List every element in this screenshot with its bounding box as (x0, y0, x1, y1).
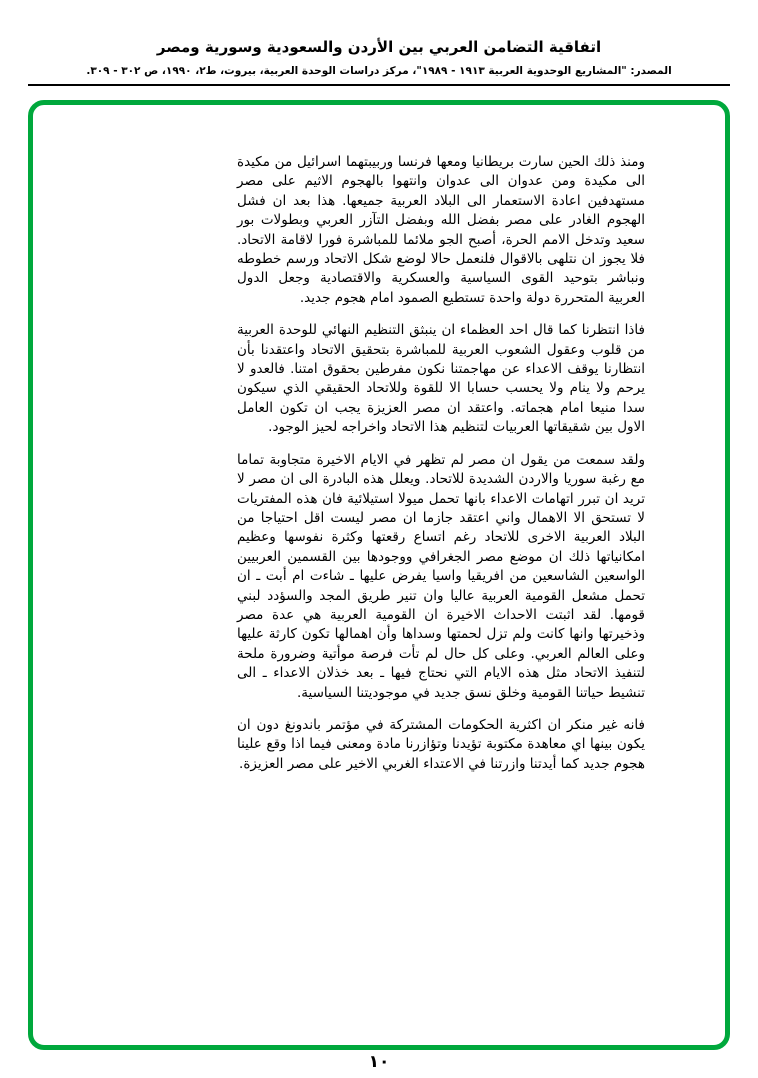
paragraph-3: ولقد سمعت من يقول ان مصر لم تظهر في الايام الاخيرة متجاوبة تماما مع رغبة سوريا والاردن الشديدة للاتحاد. ويعلل هذه البادرة الى ان مصر لا تريد ان تبرر اتهامات الاعداء بانها تحمل ميولا استيلائية فان هذه المفتريات لا تستحق الا الاهمال واني اعتقد جازما ان مصر ليست اقل احتياجا من البلاد العربية الاخرى للاتحاد رغم اتساع رقعتها وكثرة نفوسها وعظيم امكانياتها ذلك ان موضع مصر الجغرافي ووجودها بين القسمين العربيين الواسعين الشاسعين من افريقيا واسيا يفرض عليها ـ شاءت ام أبت ـ ان تحمل مشعل القومية العربية عاليا وان تنير طريق المجد والسؤدد لبني قومها. لقد اثبتت الاحداث الاخيرة ان القومية العربية هي عدة مصر وذخيرتها وانها كانت ولم تزل لحمتها وسداها وأن اهمالها تكون كارثة عليها وعلى العالم العربي. وعلى كل حال لم تأت فرصة موأتية وضرورة ملحة لتنفيذ الاتحاد مثل هذه الايام التي نحتاج فيها ـ بعد خذلان الاعداء ـ الى تنشيط حياتنا القومية وخلق نسق جديد في موجوديتنا السياسية. (237, 451, 645, 701)
document-header (0, 0, 758, 77)
page-number: ١٠ (368, 1052, 390, 1072)
content-frame (28, 100, 730, 1050)
document-body (33, 105, 725, 794)
source-citation: المصدر: "المشاريع الوحدوية العربية ١٩١٣ - ١٩٨٩"، مركز دراسات الوحدة العربية، بيروت، ط٢، ١٩٩٠، ص ٣٠٢ - ٣٠٩. (86, 65, 672, 77)
paragraph-1: ومنذ ذلك الحين سارت بريطانيا ومعها فرنسا وربيبتهما اسرائيل من مكيدة الى مكيدة ومن عدوان الى عدوان وانتهوا بالهجوم الاثيم على مصر مستهدفين اعادة الاستعمار الى البلاد العربية جميعها. هذا بعد ان فشل الهجوم الغادر على مصر بفضل الله وبفضل التآزر العربي وبطولات بور سعيد وتدخل الامم الحرة، أصبح الجو ملائما للمباشرة فورا لاقامة الاتحاد. فلا يجوز ان نتلهى بالاقوال فلنعمل حالا لوضع شكل الاتحاد ورسم خطوطه ونباشر بتوحيد القوى السياسية والعسكرية والاقتصادية وجعل الدول العربية المتحررة دولة واحدة تستطيع الصمود امام هجوم جديد. (237, 154, 645, 306)
paragraph-2: فاذا انتظرنا كما قال احد العظماء ان ينبثق التنظيم النهائي للوحدة العربية من قلوب وعقول الشعوب العربية للمباشرة بتحقيق الاتحاد واعتقدنا بأن انتظارنا يوقف الاعداء عن مهاجمتنا نكون مفرطين بحقوق امتنا. فالعدو لا يرحم ولا ينام ولا يحسب حسابا الا للقوة وللاتحاد الحقيقي الذي سيكون سدا منيعا امام هجماته. واعتقد ان مصر العزيزة يجب ان تكون العامل الاول بين شقيقاتها العربيات لتنظيم هذا الاتحاد واخراجه لحيز الوجود. (237, 322, 645, 436)
header-divider (28, 84, 730, 86)
paragraph-4: فانه غير منكر ان اكثرية الحكومات المشتركة في مؤتمر باندونغ دون ان يكون بينها اي معاهدة مكتوبة تؤيدنا وتؤازرنا مادة ومعنى فيما اذا وقع علينا هجوم جديد كما أيدتنا وازرتنا في الاعتداء الغربي الاخير على مصر العزيزة. (237, 716, 645, 772)
page-title: اتفاقية التضامن العربي بين الأردن والسعودية وسورية ومصر (156, 38, 602, 56)
